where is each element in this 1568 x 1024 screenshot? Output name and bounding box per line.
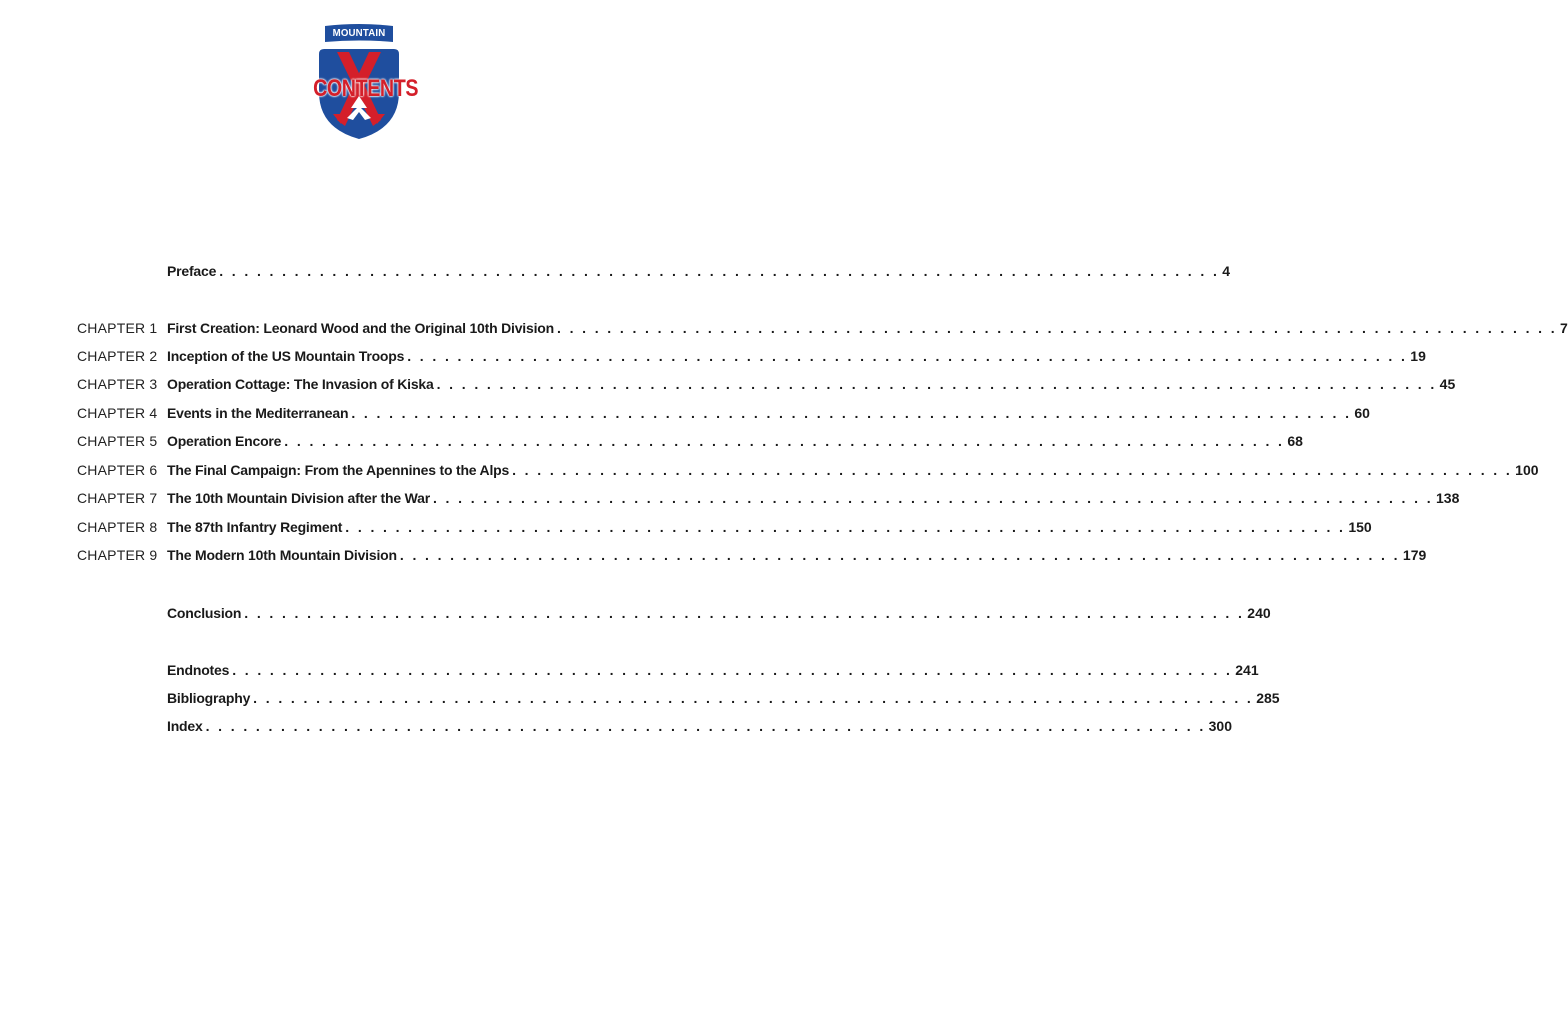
entry-title: Endnotes: [167, 662, 230, 678]
page-number: 68: [1287, 433, 1303, 449]
chapter-label: CHAPTER 7: [77, 490, 158, 506]
dot-leader: . . . . . . . . . . . . . . . . . . . . . . . . . . . . . . . . . . . . . . . . . . . . . . . . . . . . . . . . . . . . . . . . . . . . . . . . . . . . . . . .: [436, 376, 1437, 392]
chapter-label: CHAPTER 2: [77, 348, 158, 364]
page-number: 241: [1235, 662, 1259, 678]
toc-chapter-row: [77, 316, 1568, 340]
entry-title: First Creation: Leonard Wood and the Original 10th Division: [167, 320, 554, 336]
chapter-label: CHAPTER 6: [77, 462, 158, 478]
entry-title: Inception of the US Mountain Troops: [167, 348, 405, 364]
page-number: 60: [1354, 405, 1370, 421]
toc-chapter-row: [77, 543, 1427, 567]
toc-entry-row: [77, 658, 1259, 682]
dot-leader: . . . . . . . . . . . . . . . . . . . . . . . . . . . . . . . . . . . . . . . . . . . . . . . . . . . . . . . . . . . . . . . . . . . . . . . . . . . . . . . .: [284, 433, 1285, 449]
page-number: 138: [1436, 490, 1460, 506]
entry-title: The Modern 10th Mountain Division: [167, 547, 397, 563]
toc-entry-row: [77, 686, 1280, 710]
dot-leader: . . . . . . . . . . . . . . . . . . . . . . . . . . . . . . . . . . . . . . . . . . . . . . . . . . . . . . . . . . . . . . . . . . . . . . . . . . . . . . . .: [407, 348, 1408, 364]
dot-leader: . . . . . . . . . . . . . . . . . . . . . . . . . . . . . . . . . . . . . . . . . . . . . . . . . . . . . . . . . . . . . . . . . . . . . . . . . . . . . . . .: [512, 462, 1513, 478]
toc-entry-row: [77, 714, 1232, 738]
chapter-label: CHAPTER 9: [77, 547, 158, 563]
page-number: 285: [1256, 690, 1280, 706]
toc-entry-row: [77, 601, 1271, 625]
toc-chapter-row: [77, 344, 1426, 368]
page-number: 4: [1222, 263, 1231, 279]
toc-entry-row: [77, 259, 1231, 283]
entry-title: The 10th Mountain Division after the War: [167, 490, 430, 506]
dot-leader: . . . . . . . . . . . . . . . . . . . . . . . . . . . . . . . . . . . . . . . . . . . . . . . . . . . . . . . . . . . . . . . . . . . . . . . . . . . . . . . .: [399, 547, 1400, 563]
dot-leader: . . . . . . . . . . . . . . . . . . . . . . . . . . . . . . . . . . . . . . . . . . . . . . . . . . . . . . . . . . . . . . . . . . . . . . . . . . . . . . . .: [345, 519, 1346, 535]
toc-chapter-row: [77, 458, 1539, 482]
page-number: 45: [1439, 376, 1456, 392]
entry-title: Bibliography: [167, 690, 251, 706]
dot-leader: . . . . . . . . . . . . . . . . . . . . . . . . . . . . . . . . . . . . . . . . . . . . . . . . . . . . . . . . . . . . . . . . . . . . . . . . . . . . . . . .: [556, 320, 1558, 336]
entry-title: Operation Cottage: The Invasion of Kiska: [167, 376, 434, 392]
entry-title: The 87th Infantry Regiment: [167, 519, 343, 535]
toc-chapter-row: [77, 486, 1460, 510]
entry-title: Conclusion: [167, 605, 242, 621]
dot-leader: . . . . . . . . . . . . . . . . . . . . . . . . . . . . . . . . . . . . . . . . . . . . . . . . . . . . . . . . . . . . . . . . . . . . . . . . . . . . . . . .: [219, 263, 1220, 279]
page-number: 100: [1515, 462, 1539, 478]
page-number: 7: [1560, 320, 1568, 336]
entry-title: The Final Campaign: From the Apennines to the Alps: [167, 462, 510, 478]
toc-chapter-row: [77, 429, 1303, 453]
contents-heading: CONTENTS: [313, 75, 419, 102]
page-number: 179: [1402, 547, 1427, 563]
toc-chapter-row: [77, 372, 1456, 396]
toc-chapter-row: [77, 401, 1370, 425]
entry-title: Preface: [167, 263, 217, 279]
chapter-label: CHAPTER 8: [77, 519, 158, 535]
dot-leader: . . . . . . . . . . . . . . . . . . . . . . . . . . . . . . . . . . . . . . . . . . . . . . . . . . . . . . . . . . . . . . . . . . . . . . . . . . . . . . . .: [232, 662, 1233, 678]
chapter-label: CHAPTER 5: [77, 433, 158, 449]
chapter-label: CHAPTER 1: [77, 320, 158, 336]
entry-title: Index: [167, 718, 203, 734]
division-logo: [303, 22, 419, 146]
dot-leader: . . . . . . . . . . . . . . . . . . . . . . . . . . . . . . . . . . . . . . . . . . . . . . . . . . . . . . . . . . . . . . . . . . . . . . . . . . . . . . . .: [253, 690, 1254, 706]
page-number: 240: [1247, 605, 1271, 621]
entry-title: Operation Encore: [167, 433, 282, 449]
page-number: 150: [1348, 519, 1372, 535]
dot-leader: . . . . . . . . . . . . . . . . . . . . . . . . . . . . . . . . . . . . . . . . . . . . . . . . . . . . . . . . . . . . . . . . . . . . . . . . . . . . . . . .: [244, 605, 1245, 621]
logo-tab-label: MOUNTAIN: [332, 27, 386, 39]
page-number: 300: [1208, 718, 1232, 734]
toc-chapter-row: [77, 515, 1372, 539]
dot-leader: . . . . . . . . . . . . . . . . . . . . . . . . . . . . . . . . . . . . . . . . . . . . . . . . . . . . . . . . . . . . . . . . . . . . . . . . . . . . . . . .: [205, 718, 1206, 734]
entry-title: Events in the Mediterranean: [167, 405, 349, 421]
page-number: 19: [1410, 348, 1426, 364]
dot-leader: . . . . . . . . . . . . . . . . . . . . . . . . . . . . . . . . . . . . . . . . . . . . . . . . . . . . . . . . . . . . . . . . . . . . . . . . . . . . . . . .: [351, 405, 1352, 421]
chapter-label: CHAPTER 3: [77, 376, 158, 392]
dot-leader: . . . . . . . . . . . . . . . . . . . . . . . . . . . . . . . . . . . . . . . . . . . . . . . . . . . . . . . . . . . . . . . . . . . . . . . . . . . . . . . .: [432, 490, 1434, 506]
chapter-label: CHAPTER 4: [77, 405, 158, 421]
